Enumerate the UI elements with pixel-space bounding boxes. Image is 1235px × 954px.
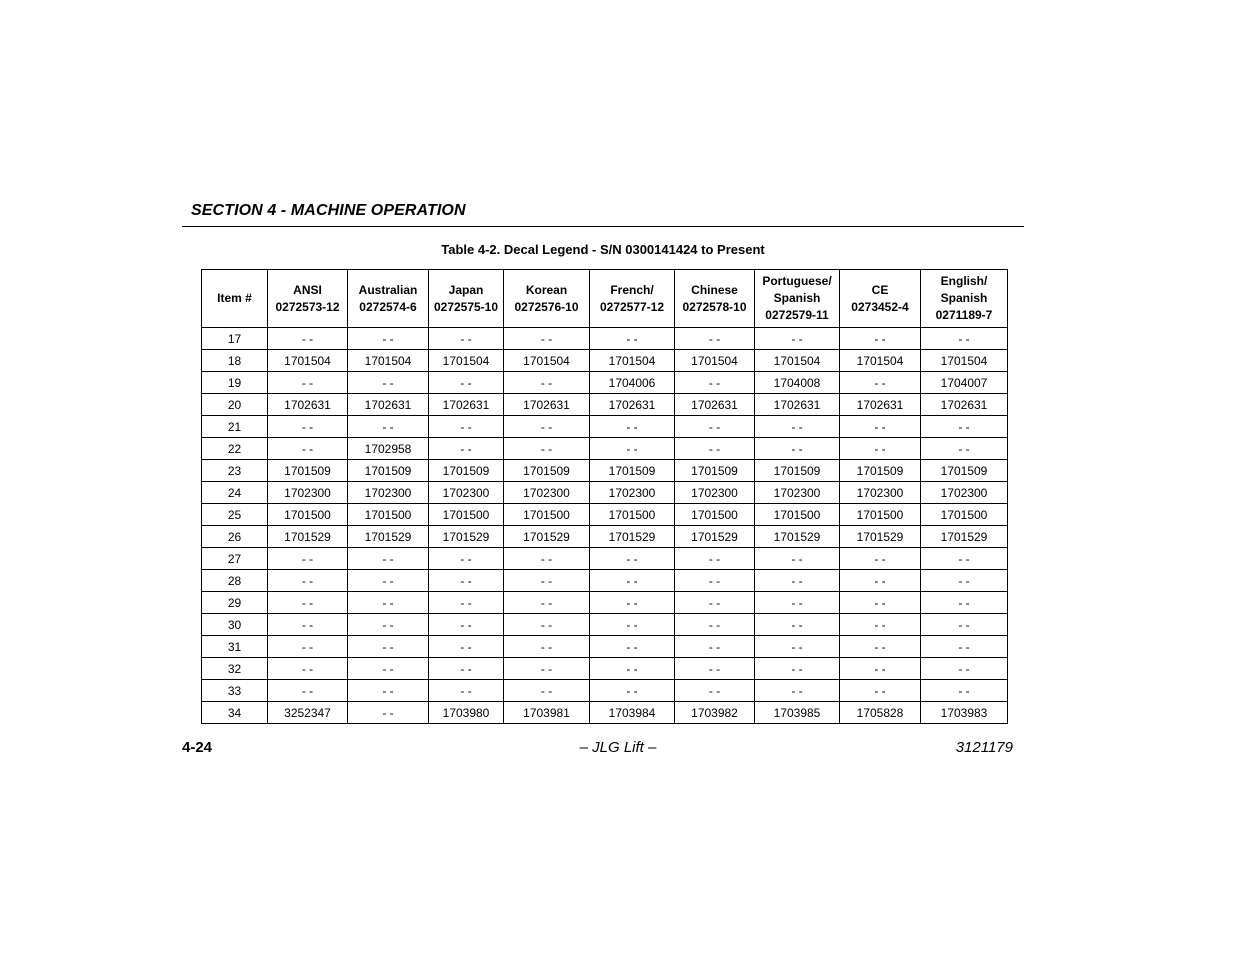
- decal-number-cell: - -: [675, 680, 755, 702]
- table-row: [202, 592, 1008, 614]
- decal-number-cell: - -: [675, 372, 755, 394]
- document-number: 3121179: [955, 739, 1013, 756]
- decal-number-cell: 1701529: [675, 526, 755, 548]
- table-caption: Table 4-2. Decal Legend - S/N 0300141424 to Present: [441, 242, 765, 257]
- footer-brand: – JLG Lift –: [579, 739, 657, 756]
- decal-number-cell: - -: [429, 658, 504, 680]
- decal-number-cell: 1701529: [429, 526, 504, 548]
- decal-number-cell: - -: [268, 328, 348, 350]
- decal-number-cell: - -: [840, 570, 921, 592]
- decal-number-cell: - -: [755, 416, 840, 438]
- decal-number-cell: 1701509: [504, 460, 590, 482]
- decal-number-cell: 1703982: [675, 702, 755, 724]
- decal-number-cell: - -: [840, 614, 921, 636]
- decal-number-cell: - -: [840, 658, 921, 680]
- column-header-line: Chinese: [691, 282, 738, 297]
- decal-number-cell: 3252347: [268, 702, 348, 724]
- column-header-line: 0271189-7: [935, 308, 993, 322]
- decal-number-cell: - -: [921, 328, 1008, 350]
- decal-number-cell: - -: [268, 636, 348, 658]
- column-header-line: English/: [940, 274, 988, 288]
- section-title: SECTION 4 - MACHINE OPERATION: [191, 202, 466, 219]
- table-row: [202, 350, 1008, 372]
- decal-number-cell: - -: [504, 592, 590, 614]
- decal-number-cell: 1703984: [590, 702, 675, 724]
- column-header-line: 0272579-11: [765, 308, 829, 322]
- decal-number-cell: - -: [921, 680, 1008, 702]
- decal-number-cell: - -: [675, 658, 755, 680]
- table-row: [202, 328, 1008, 350]
- decal-number-cell: - -: [675, 614, 755, 636]
- decal-number-cell: 1701509: [429, 460, 504, 482]
- decal-number-cell: - -: [504, 570, 590, 592]
- decal-number-cell: - -: [675, 416, 755, 438]
- decal-number-cell: 1701500: [675, 504, 755, 526]
- decal-number-cell: - -: [348, 372, 429, 394]
- decal-number-cell: - -: [348, 328, 429, 350]
- decal-number-cell: 1701509: [590, 460, 675, 482]
- table-row: [202, 504, 1008, 526]
- page-number: 4-24: [182, 739, 213, 756]
- column-header-line: ANSI: [293, 282, 322, 297]
- decal-number-cell: - -: [590, 438, 675, 460]
- decal-number-cell: - -: [268, 614, 348, 636]
- decal-number-cell: - -: [840, 328, 921, 350]
- column-header-line: Portuguese/: [762, 274, 832, 288]
- decal-number-cell: 1701529: [348, 526, 429, 548]
- table-header-row: [202, 270, 1008, 328]
- decal-number-cell: - -: [504, 372, 590, 394]
- column-header-line: French/: [610, 282, 654, 297]
- decal-number-cell: 1703981: [504, 702, 590, 724]
- decal-number-cell: 1701500: [429, 504, 504, 526]
- column-header-line: Item #: [217, 291, 252, 305]
- decal-number-cell: - -: [268, 372, 348, 394]
- decal-number-cell: 1702300: [268, 482, 348, 504]
- decal-number-cell: 1702631: [348, 394, 429, 416]
- decal-number-cell: 1701504: [504, 350, 590, 372]
- decal-number-cell: - -: [504, 636, 590, 658]
- decal-number-cell: 1704006: [590, 372, 675, 394]
- decal-number-cell: - -: [840, 416, 921, 438]
- decal-number-cell: - -: [921, 614, 1008, 636]
- table-row: [202, 680, 1008, 702]
- decal-number-cell: - -: [429, 416, 504, 438]
- decal-number-cell: - -: [348, 680, 429, 702]
- decal-number-cell: - -: [755, 548, 840, 570]
- item-number-cell: 18: [202, 350, 268, 372]
- column-header: [840, 270, 921, 328]
- item-number-cell: 30: [202, 614, 268, 636]
- table-body: [202, 328, 1008, 724]
- column-header: [755, 270, 840, 328]
- table-row: [202, 372, 1008, 394]
- decal-number-cell: - -: [590, 328, 675, 350]
- decal-number-cell: - -: [348, 570, 429, 592]
- column-header-line: 0273452-4: [851, 299, 909, 314]
- decal-number-cell: - -: [268, 416, 348, 438]
- decal-legend-table: [201, 269, 1008, 724]
- column-header: [202, 270, 268, 328]
- column-header: [504, 270, 590, 328]
- decal-number-cell: 1702300: [504, 482, 590, 504]
- decal-number-cell: 1701500: [590, 504, 675, 526]
- decal-number-cell: - -: [504, 658, 590, 680]
- decal-number-cell: - -: [590, 658, 675, 680]
- decal-number-cell: - -: [590, 614, 675, 636]
- decal-number-cell: - -: [429, 328, 504, 350]
- decal-number-cell: 1701529: [590, 526, 675, 548]
- column-header-line: 0272576-10: [514, 299, 579, 314]
- decal-number-cell: - -: [675, 570, 755, 592]
- decal-number-cell: - -: [504, 416, 590, 438]
- decal-number-cell: 1702300: [429, 482, 504, 504]
- table-row: [202, 438, 1008, 460]
- decal-number-cell: 1701529: [755, 526, 840, 548]
- decal-number-cell: 1701509: [348, 460, 429, 482]
- decal-number-cell: 1701504: [755, 350, 840, 372]
- column-header: [590, 270, 675, 328]
- decal-number-cell: - -: [429, 680, 504, 702]
- decal-number-cell: - -: [921, 658, 1008, 680]
- decal-number-cell: - -: [504, 680, 590, 702]
- column-header-line: 0272574-6: [359, 299, 417, 314]
- decal-number-cell: - -: [755, 658, 840, 680]
- item-number-cell: 19: [202, 372, 268, 394]
- decal-number-cell: - -: [755, 592, 840, 614]
- column-header-line: 0272577-12: [599, 299, 665, 314]
- item-number-cell: 27: [202, 548, 268, 570]
- column-header: [268, 270, 348, 328]
- decal-number-cell: - -: [429, 548, 504, 570]
- decal-number-cell: 1701500: [755, 504, 840, 526]
- table-row: [202, 482, 1008, 504]
- decal-number-cell: 1701529: [268, 526, 348, 548]
- column-header-line: 0272573-12: [275, 299, 340, 314]
- decal-number-cell: 1702300: [675, 482, 755, 504]
- decal-number-cell: - -: [921, 636, 1008, 658]
- table-row: [202, 636, 1008, 658]
- decal-number-cell: 1702958: [348, 438, 429, 460]
- decal-number-cell: - -: [675, 438, 755, 460]
- decal-number-cell: - -: [348, 592, 429, 614]
- decal-number-cell: 1704008: [755, 372, 840, 394]
- column-header-line: Korean: [525, 282, 568, 297]
- decal-number-cell: 1701509: [840, 460, 921, 482]
- decal-number-cell: 1701504: [840, 350, 921, 372]
- decal-number-cell: - -: [755, 680, 840, 702]
- decal-number-cell: - -: [429, 592, 504, 614]
- decal-number-cell: - -: [429, 636, 504, 658]
- decal-number-cell: - -: [755, 614, 840, 636]
- decal-number-cell: 1702300: [755, 482, 840, 504]
- decal-number-cell: 1701529: [504, 526, 590, 548]
- decal-number-cell: 1701529: [840, 526, 921, 548]
- column-header-line: Spanish: [773, 291, 821, 305]
- item-number-cell: 28: [202, 570, 268, 592]
- decal-number-cell: 1701500: [348, 504, 429, 526]
- decal-number-cell: - -: [268, 592, 348, 614]
- decal-number-cell: - -: [429, 438, 504, 460]
- decal-number-cell: 1701500: [921, 504, 1008, 526]
- decal-number-cell: 1701504: [921, 350, 1008, 372]
- decal-number-cell: - -: [675, 592, 755, 614]
- decal-number-cell: 1704007: [921, 372, 1008, 394]
- decal-number-cell: - -: [268, 438, 348, 460]
- decal-number-cell: 1702631: [268, 394, 348, 416]
- column-header-line: 0272578-10: [682, 299, 747, 314]
- decal-number-cell: - -: [268, 680, 348, 702]
- decal-number-cell: 1703985: [755, 702, 840, 724]
- decal-number-cell: - -: [755, 438, 840, 460]
- decal-number-cell: - -: [268, 570, 348, 592]
- decal-number-cell: - -: [921, 416, 1008, 438]
- column-header: [921, 270, 1008, 328]
- decal-number-cell: 1701504: [675, 350, 755, 372]
- table-row: [202, 526, 1008, 548]
- decal-number-cell: - -: [675, 328, 755, 350]
- decal-number-cell: - -: [840, 372, 921, 394]
- decal-number-cell: - -: [590, 570, 675, 592]
- decal-number-cell: - -: [675, 548, 755, 570]
- column-header: [429, 270, 504, 328]
- table-row: [202, 394, 1008, 416]
- decal-number-cell: 1702300: [921, 482, 1008, 504]
- decal-number-cell: 1701504: [429, 350, 504, 372]
- decal-number-cell: 1701504: [348, 350, 429, 372]
- decal-number-cell: 1701500: [840, 504, 921, 526]
- decal-number-cell: 1702631: [675, 394, 755, 416]
- decal-number-cell: 1701509: [755, 460, 840, 482]
- decal-number-cell: - -: [755, 636, 840, 658]
- decal-number-cell: 1702631: [840, 394, 921, 416]
- decal-number-cell: - -: [840, 548, 921, 570]
- table-row: [202, 570, 1008, 592]
- item-number-cell: 32: [202, 658, 268, 680]
- column-header-line: CE: [871, 282, 889, 297]
- decal-number-cell: 1703980: [429, 702, 504, 724]
- item-number-cell: 24: [202, 482, 268, 504]
- decal-number-cell: - -: [755, 328, 840, 350]
- decal-number-cell: 1701504: [268, 350, 348, 372]
- item-number-cell: 23: [202, 460, 268, 482]
- decal-number-cell: 1702631: [921, 394, 1008, 416]
- item-number-cell: 17: [202, 328, 268, 350]
- decal-number-cell: 1702300: [348, 482, 429, 504]
- decal-number-cell: 1702631: [755, 394, 840, 416]
- table-row: [202, 460, 1008, 482]
- decal-number-cell: - -: [348, 702, 429, 724]
- decal-number-cell: 1702631: [504, 394, 590, 416]
- decal-number-cell: 1701509: [921, 460, 1008, 482]
- decal-number-cell: 1701500: [504, 504, 590, 526]
- decal-number-cell: - -: [504, 438, 590, 460]
- decal-number-cell: - -: [590, 416, 675, 438]
- decal-number-cell: 1702631: [429, 394, 504, 416]
- decal-number-cell: 1703983: [921, 702, 1008, 724]
- decal-number-cell: - -: [268, 548, 348, 570]
- decal-number-cell: - -: [348, 614, 429, 636]
- decal-number-cell: - -: [755, 570, 840, 592]
- decal-number-cell: 1701509: [675, 460, 755, 482]
- decal-number-cell: 1701504: [590, 350, 675, 372]
- column-header-line: Spanish: [940, 291, 988, 305]
- decal-number-cell: - -: [348, 636, 429, 658]
- decal-number-cell: - -: [921, 592, 1008, 614]
- decal-number-cell: - -: [429, 614, 504, 636]
- decal-number-cell: - -: [840, 592, 921, 614]
- decal-number-cell: - -: [348, 416, 429, 438]
- table-row: [202, 614, 1008, 636]
- decal-number-cell: - -: [590, 548, 675, 570]
- item-number-cell: 33: [202, 680, 268, 702]
- decal-number-cell: - -: [840, 636, 921, 658]
- decal-number-cell: - -: [348, 658, 429, 680]
- decal-number-cell: 1701509: [268, 460, 348, 482]
- decal-number-cell: - -: [921, 438, 1008, 460]
- decal-number-cell: 1701529: [921, 526, 1008, 548]
- column-header-line: 0272575-10: [433, 299, 499, 314]
- decal-number-cell: 1702300: [840, 482, 921, 504]
- table-row: [202, 658, 1008, 680]
- item-number-cell: 26: [202, 526, 268, 548]
- table-row: [202, 702, 1008, 724]
- decal-number-cell: - -: [348, 548, 429, 570]
- decal-number-cell: - -: [504, 614, 590, 636]
- decal-number-cell: - -: [921, 570, 1008, 592]
- decal-number-cell: - -: [921, 548, 1008, 570]
- item-number-cell: 21: [202, 416, 268, 438]
- decal-number-cell: 1702300: [590, 482, 675, 504]
- column-header: [348, 270, 429, 328]
- decal-number-cell: - -: [504, 328, 590, 350]
- decal-number-cell: 1702631: [590, 394, 675, 416]
- decal-number-cell: - -: [268, 658, 348, 680]
- column-header-line: Japan: [448, 282, 484, 297]
- decal-number-cell: - -: [590, 592, 675, 614]
- decal-number-cell: 1705828: [840, 702, 921, 724]
- decal-number-cell: - -: [429, 372, 504, 394]
- decal-number-cell: - -: [675, 636, 755, 658]
- decal-number-cell: - -: [590, 636, 675, 658]
- decal-number-cell: - -: [504, 548, 590, 570]
- decal-number-cell: - -: [840, 680, 921, 702]
- item-number-cell: 22: [202, 438, 268, 460]
- decal-number-cell: - -: [840, 438, 921, 460]
- item-number-cell: 34: [202, 702, 268, 724]
- decal-number-cell: - -: [590, 680, 675, 702]
- item-number-cell: 25: [202, 504, 268, 526]
- item-number-cell: 20: [202, 394, 268, 416]
- table-row: [202, 416, 1008, 438]
- column-header: [675, 270, 755, 328]
- table-row: [202, 548, 1008, 570]
- header-rule: [182, 226, 1024, 227]
- decal-number-cell: 1701500: [268, 504, 348, 526]
- column-header-line: Australian: [358, 282, 418, 297]
- item-number-cell: 31: [202, 636, 268, 658]
- decal-number-cell: - -: [429, 570, 504, 592]
- item-number-cell: 29: [202, 592, 268, 614]
